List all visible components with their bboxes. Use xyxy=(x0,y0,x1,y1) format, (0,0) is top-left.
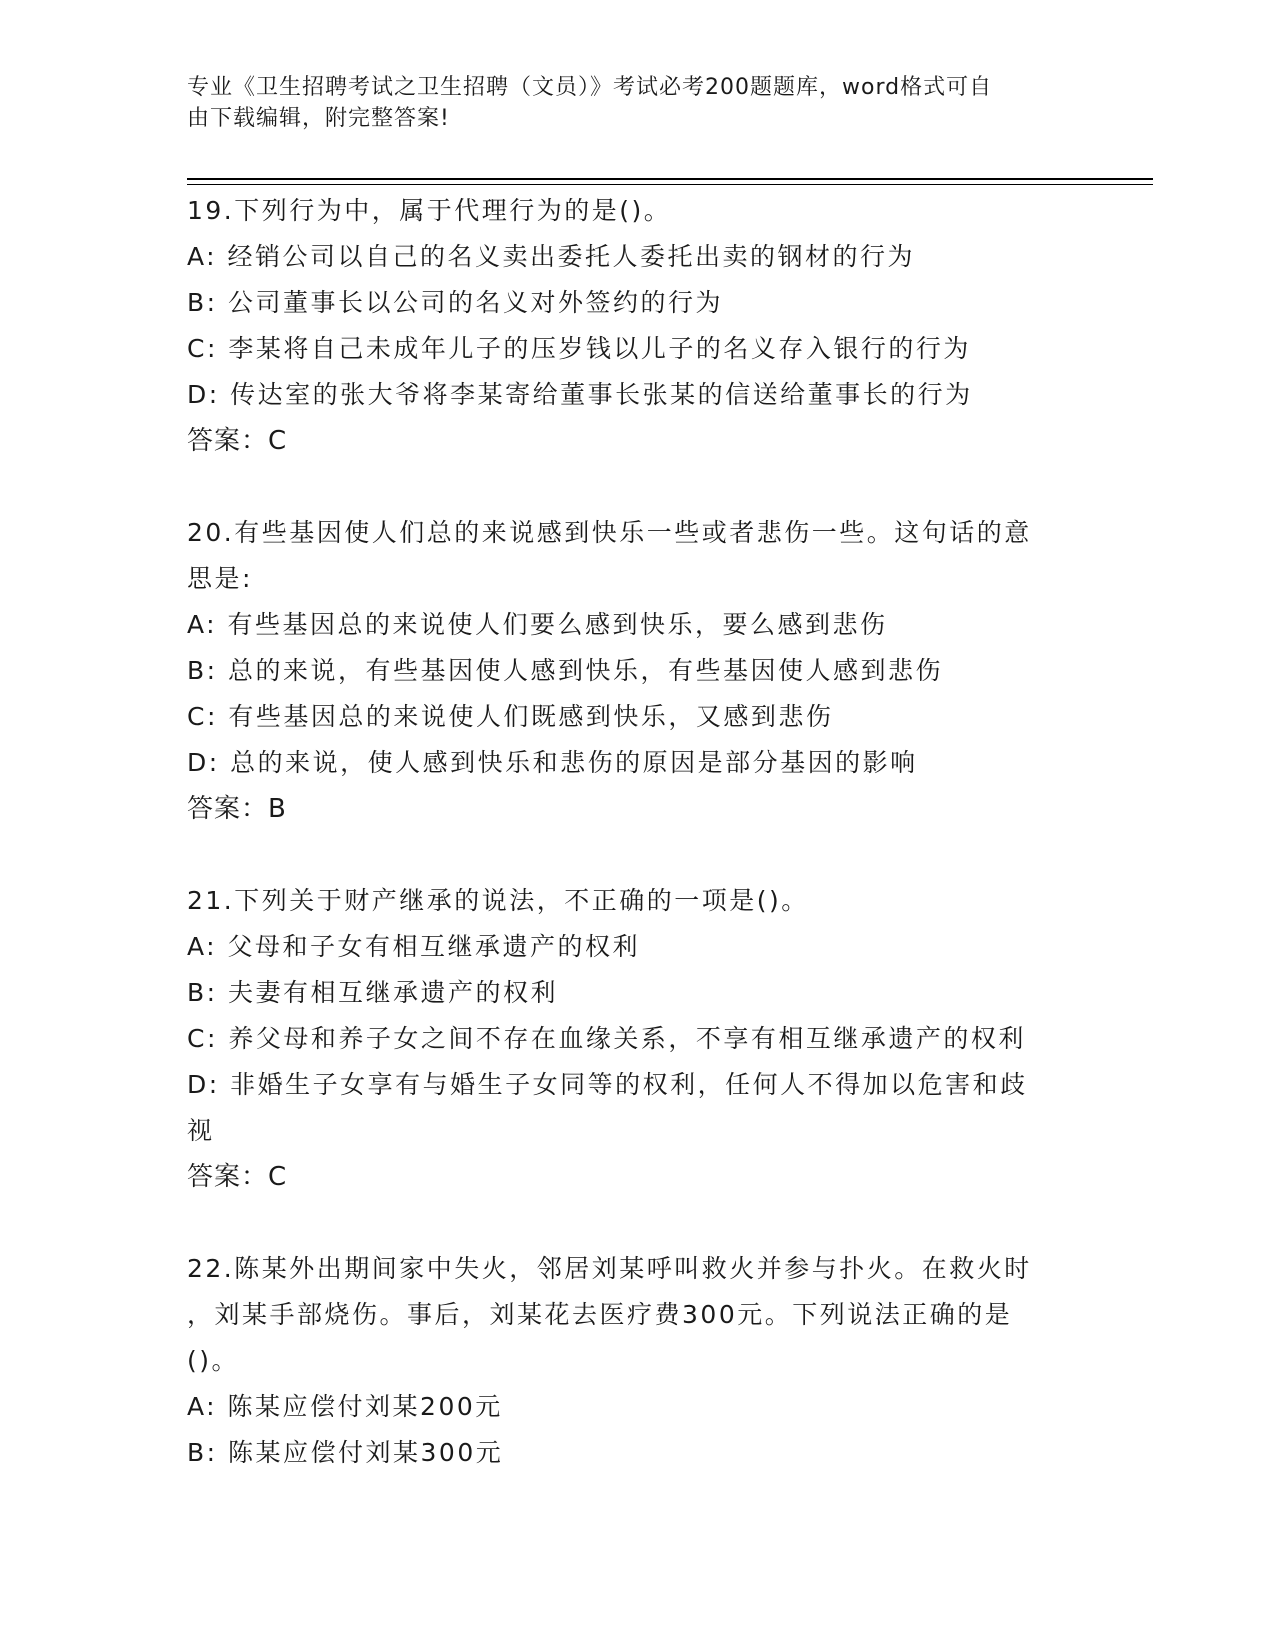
header-line: 由下载编辑，附完整答案! xyxy=(187,106,450,131)
question-stem: 20.有些基因使人们总的来说感到快乐一些或者悲伤一些。这句话的意 xyxy=(187,518,1032,547)
option-a: A: 经销公司以自己的名义卖出委托人委托出卖的钢材的行为 xyxy=(187,242,916,271)
header-divider-thin xyxy=(187,184,1153,185)
question-stem: 思是: xyxy=(187,564,253,593)
option-a: A: 父母和子女有相互继承遗产的权利 xyxy=(187,932,641,961)
question-20 xyxy=(187,510,1087,832)
question-22 xyxy=(187,1246,1087,1476)
header-divider xyxy=(187,178,1153,180)
option-b: B: 夫妻有相互继承遗产的权利 xyxy=(187,978,559,1007)
option-d: D: 传达室的张大爷将李某寄给董事长张某的信送给董事长的行为 xyxy=(187,380,973,409)
document-header xyxy=(187,72,1067,134)
question-21 xyxy=(187,878,1087,1200)
question-stem: 19.下列行为中，属于代理行为的是()。 xyxy=(187,196,672,225)
option-c: C: 有些基因总的来说使人们既感到快乐，又感到悲伤 xyxy=(187,702,834,731)
answer: 答案：C xyxy=(187,1162,288,1192)
option-c: C: 养父母和养子女之间不存在血缘关系，不享有相互继承遗产的权利 xyxy=(187,1024,1026,1053)
question-19 xyxy=(187,188,1087,464)
question-list xyxy=(187,188,1087,1476)
option-b: B: 公司董事长以公司的名义对外签约的行为 xyxy=(187,288,724,317)
option-d: D: 非婚生子女享有与婚生子女同等的权利，任何人不得加以危害和歧 xyxy=(187,1070,1028,1099)
question-stem: ，刘某手部烧伤。事后，刘某花去医疗费300元。下列说法正确的是 xyxy=(187,1300,1013,1329)
option-a: A: 陈某应偿付刘某200元 xyxy=(187,1392,503,1421)
question-stem: 21.下列关于财产继承的说法，不正确的一项是()。 xyxy=(187,886,809,915)
answer: 答案：B xyxy=(187,794,287,824)
option-b: B: 陈某应偿付刘某300元 xyxy=(187,1438,504,1467)
option-a: A: 有些基因总的来说使人们要么感到快乐，要么感到悲伤 xyxy=(187,610,888,639)
header-line: 专业《卫生招聘考试之卫生招聘（文员）》考试必考200题题库，word格式可自 xyxy=(187,75,993,100)
option-d: 视 xyxy=(187,1116,215,1145)
option-b: B: 总的来说，有些基因使人感到快乐，有些基因使人感到悲伤 xyxy=(187,656,944,685)
option-c: C: 李某将自己未成年儿子的压岁钱以儿子的名义存入银行的行为 xyxy=(187,334,971,363)
question-stem: 22.陈某外出期间家中失火，邻居刘某呼叫救火并参与扑火。在救火时 xyxy=(187,1254,1032,1283)
question-stem: ()。 xyxy=(187,1346,240,1375)
answer: 答案：C xyxy=(187,426,288,456)
option-d: D: 总的来说，使人感到快乐和悲伤的原因是部分基因的影响 xyxy=(187,748,918,777)
